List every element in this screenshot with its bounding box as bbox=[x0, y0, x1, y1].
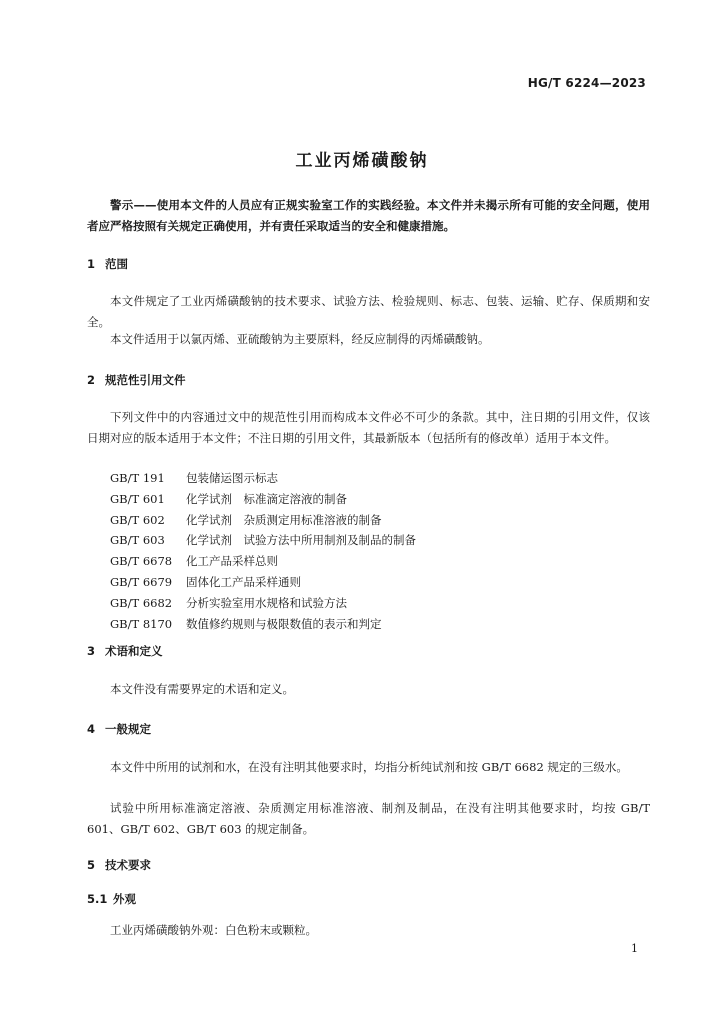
section-number: 2 bbox=[87, 373, 96, 387]
reference-code: GB/T 602 bbox=[110, 512, 165, 527]
warning-notice: 警示——使用本文件的人员应有正规实验室工作的实践经验。本文件并未揭示所有可能的安全问题，使用者应严格按照有关规定正确使用，并有责任采取适当的安全和健康措施。 bbox=[87, 198, 650, 233]
section-1-heading bbox=[87, 256, 128, 272]
section-title: 规范性引用文件 bbox=[105, 373, 186, 387]
reference-item bbox=[110, 593, 416, 614]
normative-intro: 下列文件中的内容通过文中的规范性引用而构成本文件必不可少的条款。其中，注日期的引用文件，仅该日期对应的版本适用于本文件；不注日期的引用文件，其最新版本（包括所有的修改单）适用于本文件。 bbox=[87, 410, 650, 445]
section-title: 外观 bbox=[113, 892, 136, 906]
reference-title: 化学试剂 杂质测定用标准溶液的制备 bbox=[186, 512, 382, 527]
reference-title: 化工产品采样总则 bbox=[186, 554, 278, 569]
section-number: 1 bbox=[87, 257, 96, 271]
reference-code: GB/T 601 bbox=[110, 491, 165, 506]
reference-title: 化学试剂 试验方法中所用制剂及制品的制备 bbox=[186, 533, 416, 548]
reference-item bbox=[110, 614, 416, 635]
section-3-heading bbox=[87, 643, 163, 659]
section-number: 3 bbox=[87, 644, 96, 658]
reference-title: 分析实验室用水规格和试验方法 bbox=[186, 595, 347, 610]
page-number: 1 bbox=[631, 942, 638, 955]
reference-item bbox=[110, 510, 416, 531]
section-number: 5.1 bbox=[87, 892, 108, 906]
reference-code: GB/T 603 bbox=[110, 533, 165, 548]
reference-item bbox=[110, 530, 416, 551]
reference-item bbox=[110, 489, 416, 510]
reference-list bbox=[110, 468, 416, 634]
general-paragraph-2: 试验中所用标准滴定溶液、杂质测定用标准溶液、制剂及制品，在没有注明其他要求时，均按 GB/T 601、GB/T 602、GB/T 603 的规定制备。 bbox=[87, 801, 650, 836]
section-title: 一般规定 bbox=[105, 722, 151, 736]
reference-item bbox=[110, 468, 416, 489]
reference-code: GB/T 6679 bbox=[110, 574, 173, 589]
section-2-heading bbox=[87, 372, 186, 388]
section-title: 技术要求 bbox=[105, 858, 151, 872]
section-5-heading bbox=[87, 857, 151, 873]
reference-title: 包装储运图示标志 bbox=[186, 471, 278, 485]
section-4-heading bbox=[87, 721, 151, 737]
standard-number: HG/T 6224—2023 bbox=[527, 76, 646, 90]
appearance-paragraph: 工业丙烯磺酸钠外观：白色粉末或颗粒。 bbox=[110, 923, 317, 937]
reference-item bbox=[110, 551, 416, 572]
section-number: 5 bbox=[87, 858, 96, 872]
scope-paragraph-1: 本文件规定了工业丙烯磺酸钠的技术要求、试验方法、检验规则、标志、包装、运输、贮存、保质期和安全。 bbox=[87, 294, 650, 329]
reference-title: 固体化工产品采样通则 bbox=[186, 574, 301, 589]
section-title: 范围 bbox=[105, 257, 128, 271]
reference-code: GB/T 191 bbox=[110, 471, 165, 485]
reference-code: GB/T 6678 bbox=[110, 554, 173, 569]
reference-title: 数值修约规则与极限数值的表示和判定 bbox=[186, 616, 382, 631]
section-title: 术语和定义 bbox=[105, 644, 163, 658]
reference-code: GB/T 6682 bbox=[110, 595, 173, 610]
document-title: 工业丙烯磺酸钠 bbox=[295, 151, 429, 171]
reference-item bbox=[110, 572, 416, 593]
terms-paragraph: 本文件没有需要界定的术语和定义。 bbox=[110, 682, 294, 696]
scope-paragraph-2: 本文件适用于以氯丙烯、亚硫酸钠为主要原料，经反应制得的丙烯磺酸钠。 bbox=[110, 332, 490, 346]
section-number: 4 bbox=[87, 722, 96, 736]
section-5-1-heading bbox=[87, 891, 136, 907]
reference-title: 化学试剂 标准滴定溶液的制备 bbox=[186, 491, 347, 506]
reference-code: GB/T 8170 bbox=[110, 616, 173, 631]
general-paragraph-1: 本文件中所用的试剂和水，在没有注明其他要求时，均指分析纯试剂和按 GB/T 6682 规定的三级水。 bbox=[110, 760, 628, 774]
